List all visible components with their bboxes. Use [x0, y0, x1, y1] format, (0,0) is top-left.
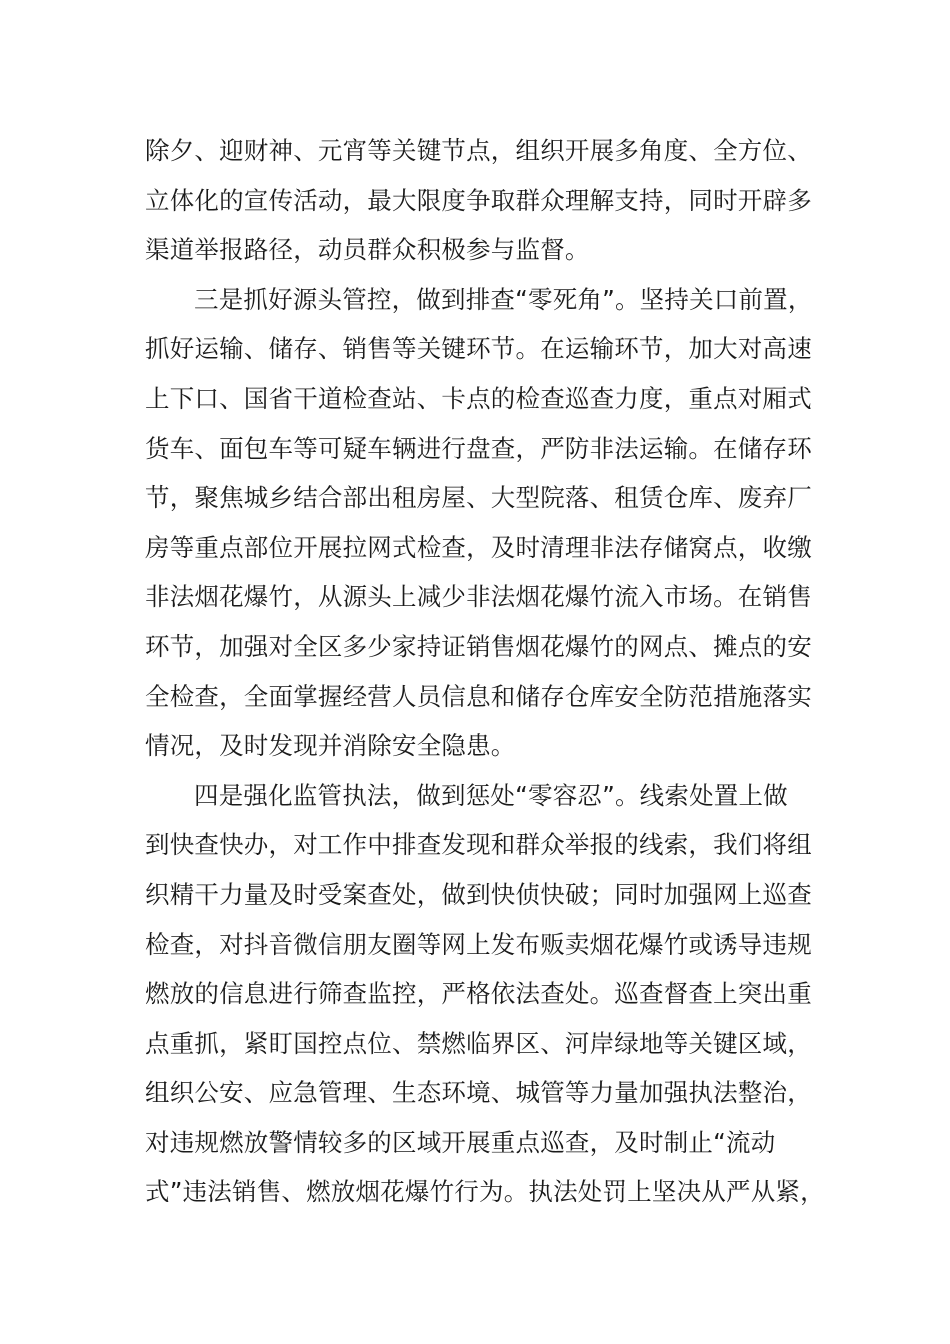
text-line: 货车、面包车等可疑车辆进行盘查，严防非法运输。在储存环	[145, 433, 812, 463]
text-line: 对违规燃放警情较多的区域开展重点巡查，及时制止“流动	[145, 1127, 776, 1157]
paragraph-start-line: 三是抓好源头管控，做到排查“零死角”。坚持关口前置，	[194, 284, 813, 314]
text-line: 除夕、迎财神、元宵等关键节点，组织开展多角度、全方位、	[145, 136, 812, 165]
paragraph-start-line: 四是强化监管执法，做到惩处“零容忍”。线索处置上做	[194, 780, 788, 810]
text-line: 非法烟花爆竹，从源头上减少非法烟花爆竹流入市场。在销售	[145, 582, 812, 612]
text-line: 环节，加强对全区多少家持证销售烟花爆竹的网点、摊点的安	[145, 631, 812, 661]
text-line: 全检查，全面掌握经营人员信息和储存仓库安全防范措施落实	[145, 681, 812, 711]
text-line: 渠道举报路径，动员群众积极参与监督。	[145, 235, 590, 265]
text-line: 抓好运输、储存、销售等关键环节。在运输环节，加大对高速	[145, 334, 812, 364]
text-line: 点重抓，紧盯国控点位、禁燃临界区、河岸绿地等关键区域，	[145, 1028, 812, 1058]
text-line: 上下口、国省干道检查站、卡点的检查巡查力度，重点对厢式	[145, 383, 812, 413]
text-line: 情况，及时发现并消除安全隐患。	[145, 731, 516, 761]
text-line: 房等重点部位开展拉网式检查，及时清理非法存储窝点，收缴	[145, 532, 812, 562]
document-body	[145, 126, 825, 1217]
text-line: 织精干力量及时受案查处，做到快侦快破；同时加强网上巡查	[145, 879, 812, 909]
text-line: 检查，对抖音微信朋友圈等网上发布贩卖烟花爆竹或诱导违规	[145, 929, 812, 959]
text-line: 组织公安、应急管理、生态环境、城管等力量加强执法整治，	[145, 1078, 812, 1108]
text-line: 燃放的信息进行筛查监控，严格依法查处。巡查督查上突出重	[145, 979, 812, 1009]
text-line: 立体化的宣传活动，最大限度争取群众理解支持，同时开辟多	[145, 185, 812, 215]
text-line: 节，聚焦城乡结合部出租房屋、大型院落、租赁仓库、废弃厂	[145, 483, 812, 513]
text-line: 到快查快办，对工作中排查发现和群众举报的线索，我们将组	[145, 830, 812, 860]
text-line: 式”违法销售、燃放烟花爆竹行为。执法处罚上坚决从严从紧，	[145, 1177, 825, 1207]
